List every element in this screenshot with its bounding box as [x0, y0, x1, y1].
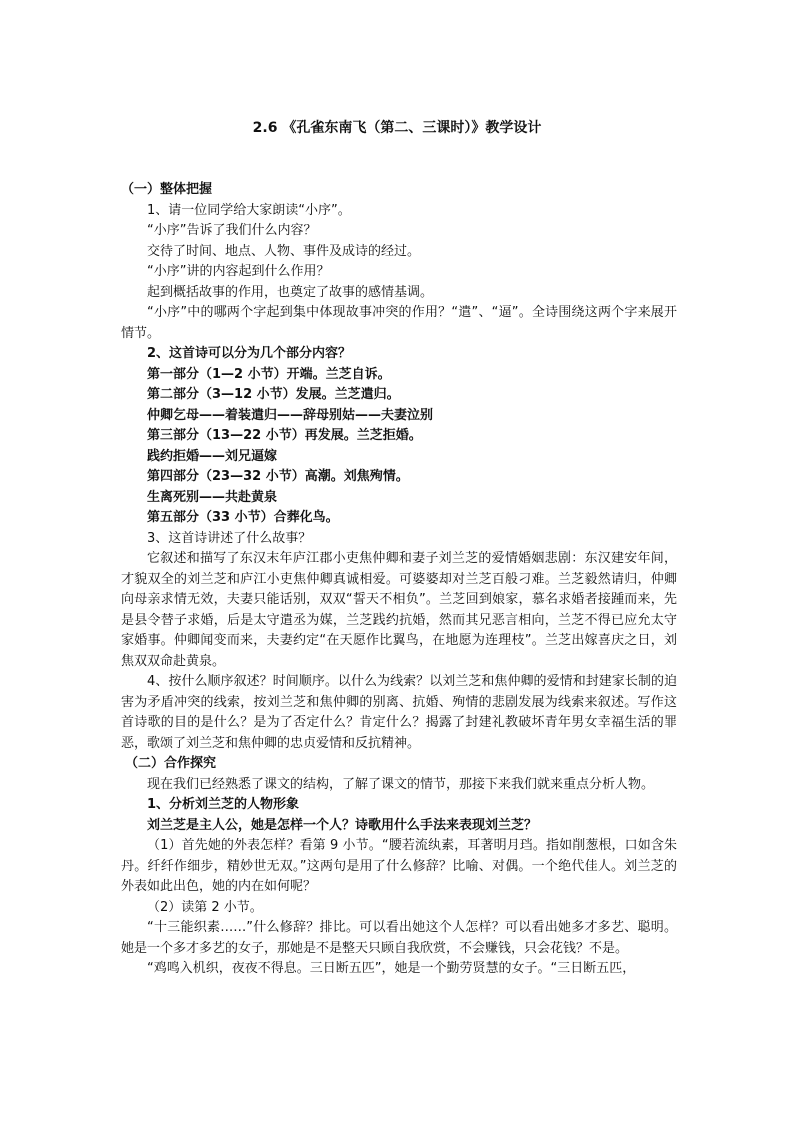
structure-item: 践约拒婚——刘兄逼嫁 [147, 448, 278, 464]
analysis-paragraph: （2）读第 2 小节。 [147, 899, 263, 915]
story-summary-paragraph: 它叙述和描写了东汉末年庐江郡小吏焦仲卿和妻子刘兰芝的爱情婚姻悲剧：东汉建安年间，才貌双全的刘兰芝和庐江小吏焦仲卿真诚相爱。可婆婆却对兰芝百般刁难。兰芝毅然请归，仲卿向母亲求情无效，夫妻只能话别，双双“誓天不相负”。兰芝回到娘家，慕名求婚者接踵而来，先是县令替子求婚，后是太守遣丞为媒，兰芝践约抗婚，然而其兄恶言相向，兰芝不得已应允太守家婚事。仲卿闻变而来，夫妻约定“在天愿作比翼鸟，在地愿为连理枝”。兰芝出嫁喜庆之日，刘焦双双命赴黄泉。 [121, 551, 677, 669]
narrative-order-paragraph: 4、按什么顺序叙述？时间顺序。以什么为线索？以刘兰芝和焦仲卿的爱情和封建家长制的迫害为矛盾冲突的线索，按刘兰芝和焦仲卿的别离、抗婚、殉情的悲剧发展为线索来叙述。写作这首诗歌的目的是什么？是为了否定什么？肯定什么？揭露了封建礼教破坏青年男女幸福生活的罪恶，歌颂了刘兰芝和焦仲卿的忠贞爱情和反抗精神。 [121, 674, 677, 751]
analysis-paragraph: “十三能织素……”什么修辞？排比。可以看出她这个人怎样？可以看出她多才多艺、聪明。她是一个多才多艺的女子，那她是不是整天只顾自我欣赏，不会赚钱，只会花钱？不是。 [121, 920, 677, 956]
section-heading-overall: （一）整体把握 [121, 182, 213, 197]
intro-paragraph: 现在我们已经熟悉了课文的结构，了解了课文的情节，那接下来我们就来重点分析人物。 [147, 776, 655, 792]
question-paragraph: “小序”中的哪两个字起到集中体现故事冲突的作用？“遣”、“逼”。全诗围绕这两个字来展开情节。 [121, 305, 677, 341]
question-paragraph: 1、请一位同学给大家朗读“小序”。 [147, 202, 351, 218]
structure-item: 第三部分（13—22 小节）再发展。兰芝拒婚。 [147, 428, 422, 443]
question-paragraph: “小序”告诉了我们什么内容？ [147, 223, 317, 238]
structure-item: 第一部分（1—2 小节）开端。兰芝自诉。 [147, 366, 391, 382]
subheading-character: 1、分析刘兰芝的人物形象 [147, 797, 300, 812]
analysis-paragraph: （1）首先她的外表怎样？看第 9 小节。“腰若流纨素，耳著明月珰。指如削葱根，口如含朱丹。纤纤作细步，精妙世无双。”这两句是用了什么修辞？比喻、对偶。一个绝代佳人。刘兰芝的外表如此出色，她的内在如何呢？ [121, 838, 677, 894]
structure-item: 第五部分（33 小节）合葬化鸟。 [147, 510, 339, 525]
question-paragraph: “小序”讲的内容起到什么作用？ [147, 264, 330, 279]
answer-paragraph: 交待了时间、地点、人物、事件及成诗的经过。 [147, 243, 421, 259]
structure-item: 第二部分（3—12 小节）发展。兰芝遣归。 [147, 387, 400, 402]
structure-item: 仲卿乞母——着装遣归——辞母别姑——夫妻泣别 [147, 407, 434, 423]
question-paragraph: 刘兰芝是主人公，她是怎样一个人？诗歌用什么手法来表现刘兰芝？ [147, 817, 538, 833]
document-body [121, 180, 677, 980]
question-paragraph: 3、这首诗讲述了什么故事？ [147, 530, 312, 546]
section-heading-explore: （二）合作探究 [125, 756, 217, 771]
answer-paragraph: 起到概括故事的作用，也奠定了故事的感情基调。 [147, 284, 434, 300]
analysis-paragraph: “鸡鸣入机织，夜夜不得息。三日断五匹”，她是一个勤劳贤慧的女子。“三日断五匹， [147, 961, 636, 976]
structure-item: 生离死别——共赴黄泉 [147, 489, 278, 505]
question-paragraph: 2、这首诗可以分为几个部分内容？ [147, 346, 352, 361]
document-title: 2.6 《孔雀东南飞（第二、三课时）》教学设计 [252, 120, 542, 136]
structure-item: 第四部分（23—32 小节）高潮。刘焦殉情。 [147, 469, 409, 484]
